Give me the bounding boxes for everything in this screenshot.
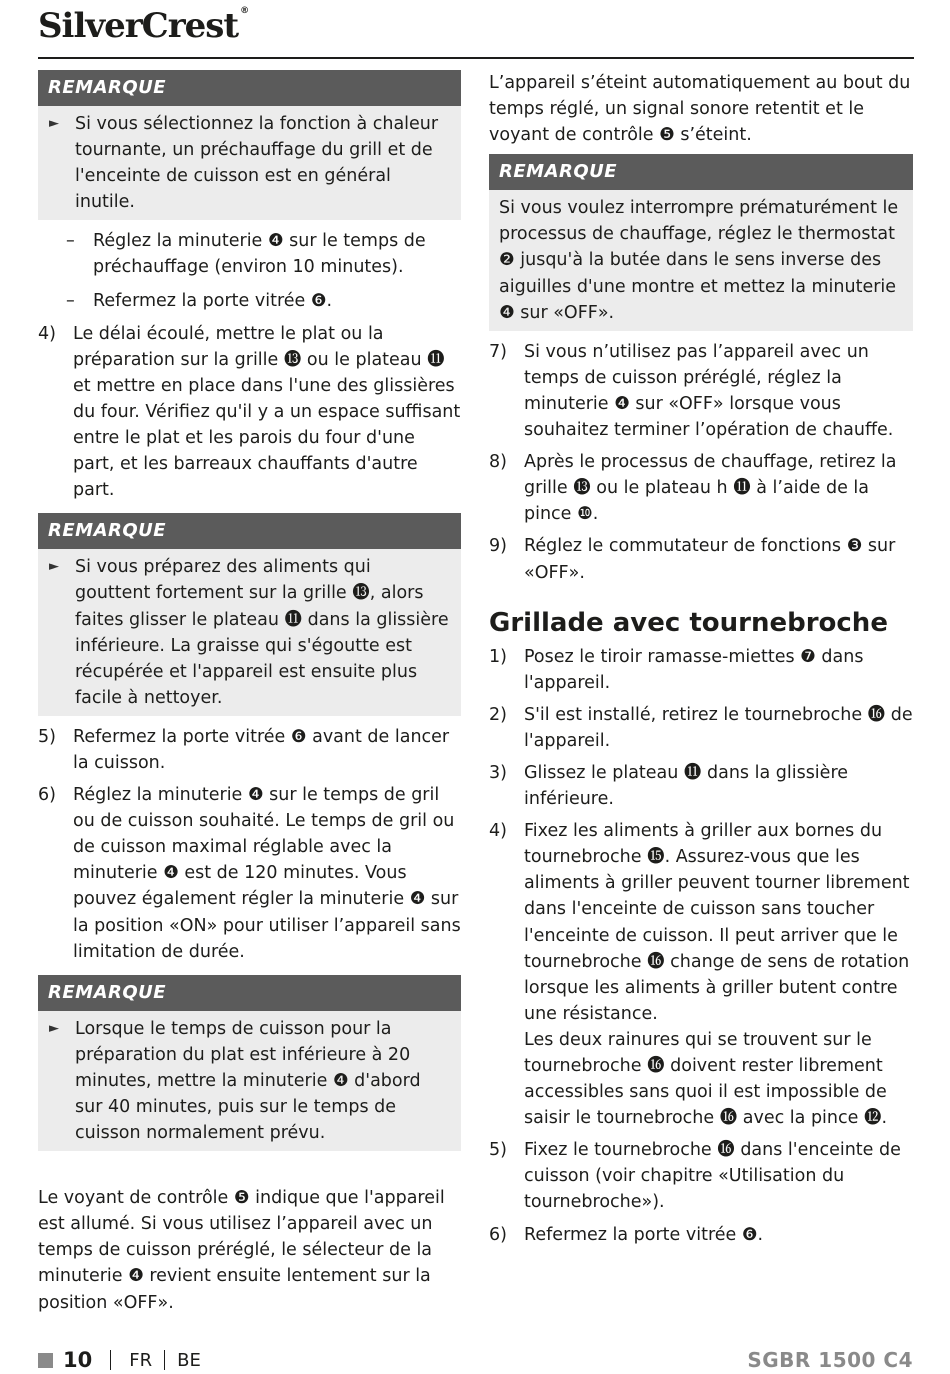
arrow-right-icon: ►	[49, 559, 59, 575]
dash-list-item	[38, 228, 461, 280]
footer-divider	[164, 1350, 165, 1370]
step-item	[489, 818, 913, 1131]
note-text: Lorsque le temps de cuisson pour la préparation du plat est inférieure à 20 minutes, mettre la minuterie ❹ d'abord sur 40 minutes, puis sur le temps de cuisson normalement prévu.	[75, 1018, 421, 1144]
step-number: 5)	[489, 1140, 507, 1161]
step-number: 4)	[489, 821, 507, 842]
step-item	[38, 782, 461, 965]
step-number: 5)	[38, 726, 56, 747]
step-text-continued: Les deux rainures qui se trouvent sur le tournebroche ⓰ doivent rester librement accessibles sans quoi il est impossible de saisir le tournebroche ⓰ avec la pince ⓬.	[524, 1029, 888, 1129]
footer-divider	[110, 1350, 111, 1370]
page-number: 10	[63, 1348, 93, 1372]
step-item	[489, 339, 913, 443]
note-text: Si vous sélectionnez la fonction à chaleur tournante, un préchauffage du grill et de l'enceinte de cuisson est en général inutile.	[75, 114, 439, 213]
step-text: Si vous n’utilisez pas l’appareil avec un temps de cuisson préréglé, réglez la minuterie ❹ sur «OFF» lorsque vous souhaitez terminer l’opération de chauffe.	[524, 341, 894, 441]
step-item	[489, 1222, 913, 1248]
dash-bullet-icon: –	[66, 231, 75, 252]
header-rule	[38, 57, 914, 59]
dash-item-text: Refermez la porte vitrée ❻.	[93, 290, 333, 311]
step-number: 3)	[489, 762, 507, 783]
step-text: Le délai écoulé, mettre le plat ou la préparation sur la grille ⓭ ou le plateau ⓫ et mettre en place dans l'une des glissières du four. Vérifiez qu'il y a un espace suffisant entre le plat et les parois du four d'une part, et les barreaux chauffants d'autre part.	[73, 323, 461, 501]
step-item	[38, 321, 461, 504]
dash-bullet-icon: –	[66, 290, 75, 311]
step-text: Réglez la minuterie ❹ sur le temps de gril ou de cuisson souhaité. Le temps de gril ou de cuisson maximal réglable avec la minuterie ❹ est de 120 minutes. Vous pouvez également régler la minuterie ❹ sur la position «ON» pour utiliser l’appareil sans limitation de durée.	[73, 785, 461, 962]
step-number: 6)	[38, 785, 56, 806]
step-item	[489, 644, 913, 696]
step-number: 1)	[489, 646, 507, 667]
note-body	[38, 106, 461, 220]
step-text: Réglez le commutateur de fonctions ❸ sur «OFF».	[524, 536, 896, 583]
footer-left	[38, 1348, 201, 1372]
step-text: Après le processus de chauffage, retirez la grille ⓭ ou le plateau h ⓫ à l’aide de la pince ❿.	[524, 452, 897, 525]
brand-logo	[38, 6, 248, 46]
step-item	[489, 702, 913, 754]
note-box	[489, 154, 913, 330]
brand-name: SilverCrest	[38, 6, 239, 46]
registered-mark: ®	[240, 6, 249, 16]
step-text: S'il est installé, retirez le tournebroche ⓰ de l'appareil.	[524, 704, 913, 751]
step-text: Posez le tiroir ramasse-miettes ❼ dans l'appareil.	[524, 646, 864, 693]
step-number: 2)	[489, 704, 507, 725]
note-text: Si vous voulez interrompre prématurément le processus de chauffage, réglez le thermostat ❷ jusqu'à la butée dans le sens inverse des aiguilles d'une montre et mettez la minuterie ❹ sur «OFF».	[499, 198, 899, 323]
step-number: 9)	[489, 536, 507, 557]
paragraph: L’appareil s’éteint automatiquement au bout du temps réglé, un signal sonore retentit et le voyant de contrôle ❺ s’éteint.	[489, 73, 911, 146]
step-text: Refermez la porte vitrée ❻ avant de lancer la cuisson.	[73, 726, 450, 773]
step-text: Glissez le plateau ⓫ dans la glissière inférieure.	[524, 762, 849, 810]
section-heading: Grillade avec tournebroche	[489, 607, 888, 638]
note-body	[489, 190, 913, 330]
note-box	[38, 70, 461, 220]
step-text: Fixez le tournebroche ⓰ dans l'enceinte de cuisson (voir chapitre «Utilisation du tournebroche»).	[524, 1140, 901, 1213]
language-code: FR	[129, 1349, 153, 1371]
step-number: 6)	[489, 1224, 507, 1245]
dash-item-text: Réglez la minuterie ❹ sur le temps de préchauffage (environ 10 minutes).	[93, 231, 426, 278]
arrow-right-icon: ►	[49, 1020, 59, 1036]
left-column	[38, 70, 461, 1322]
right-column	[489, 70, 913, 1254]
note-text: Si vous préparez des aliments qui gouttent fortement sur la grille ⓭, alors faites glisser le plateau ⓫ dans la glissière inférieure. La graisse qui s'égoutte est récupérée et l'appareil est ensuite plus facile à nettoyer.	[75, 557, 449, 708]
note-body	[38, 1011, 461, 1151]
country-code: BE	[177, 1349, 201, 1371]
step-item	[489, 1137, 913, 1215]
dash-list-item	[38, 288, 461, 314]
spacer	[38, 1159, 461, 1185]
note-title: REMARQUE	[38, 70, 461, 106]
note-title: REMARQUE	[38, 513, 461, 549]
step-number: 7)	[489, 341, 507, 362]
page-marker-icon	[38, 1353, 53, 1368]
step-item	[489, 449, 913, 527]
step-item	[489, 760, 913, 812]
arrow-right-icon: ►	[49, 116, 59, 131]
step-item	[489, 533, 913, 585]
step-number: 8)	[489, 452, 507, 473]
note-body	[38, 549, 461, 716]
step-item	[38, 724, 461, 776]
note-box	[38, 975, 461, 1151]
note-box	[38, 513, 461, 716]
step-text: Fixez les aliments à griller aux bornes du tournebroche ⓯. Assurez-vous que les aliments à griller peuvent tourner librement dans l'enceinte de cuisson sans toucher l'enceinte de cuisson. Il peut arriver que le tournebroche ⓰ change de sens de rotation lorsque les aliments à griller butent contre une résistance.	[524, 821, 910, 1024]
model-number: SGBR 1500 C4	[747, 1348, 913, 1372]
step-number: 4)	[38, 323, 56, 344]
note-title: REMARQUE	[38, 975, 461, 1011]
paragraph: Le voyant de contrôle ❺ indique que l'appareil est allumé. Si vous utilisez l’appareil avec un temps de cuisson préréglé, le sélecteur de la minuterie ❹ revient ensuite lentement sur la position «OFF».	[38, 1188, 445, 1313]
step-text: Refermez la porte vitrée ❻.	[524, 1224, 764, 1245]
note-title: REMARQUE	[489, 154, 913, 190]
